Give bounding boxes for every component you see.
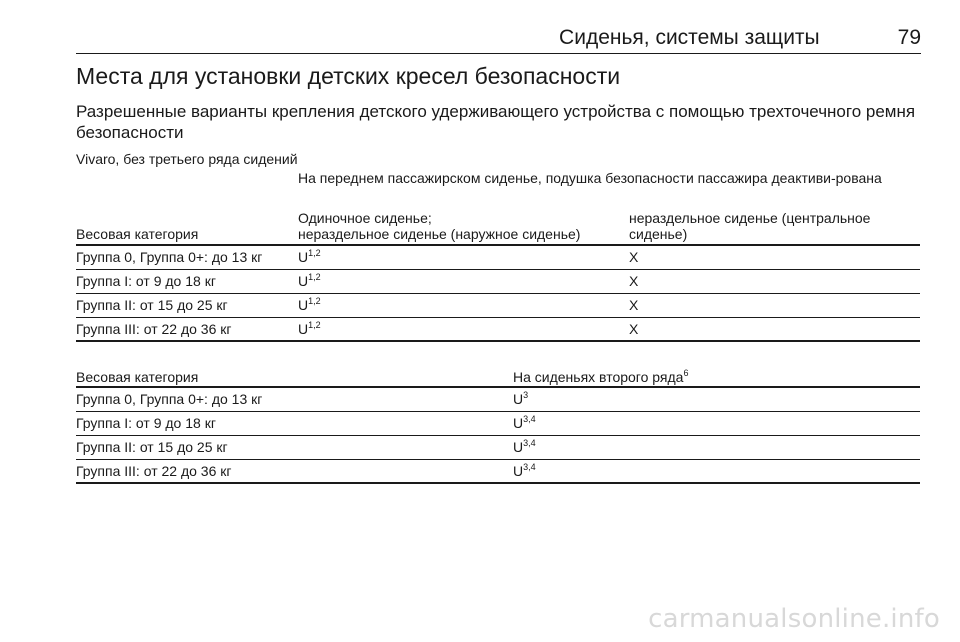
front-seat-table	[76, 170, 920, 342]
table-row	[76, 269, 920, 293]
center-seat-value: X	[629, 320, 639, 337]
table-header-row	[76, 170, 920, 210]
weight-category-cell: Группа 0, Группа 0+: до 13 кг	[76, 391, 263, 407]
single-seat-header-line1: Одиночное сиденье;	[298, 210, 432, 226]
center-seat-value: X	[629, 249, 639, 265]
second-row-header: На сиденьях второго ряда$^6$	[513, 368, 689, 385]
center-seat-header: нераздельное сиденье (центральное сиденье)	[629, 210, 871, 242]
weight-category-cell: Группа 0, Группа 0+: до 13 кг	[76, 249, 263, 265]
table-header-row	[76, 367, 920, 387]
second-row-table	[76, 367, 920, 484]
table-row	[76, 435, 920, 459]
second-row-value: $U^3$	[513, 390, 529, 407]
table-caption: Vivaro, без третьего ряда сидений	[76, 151, 298, 167]
table-row	[76, 387, 920, 411]
section-title: Сиденья, системы защиты	[559, 26, 820, 49]
weight-category-cell: Группа III: от 22 до 36 кг	[76, 320, 232, 337]
outer-seat-value: U$^{1,2}$	[298, 271, 321, 289]
outer-seat-value: U$^{1,2}$	[298, 248, 321, 265]
weight-category-header: Весовая категория	[76, 369, 199, 385]
page-number: 79	[897, 26, 921, 49]
single-seat-header-line2: нераздельное сиденье (наружное сиденье)	[298, 226, 581, 242]
outer-seat-value: U$^{1,2}$	[298, 319, 321, 337]
table-row	[76, 411, 920, 435]
second-row-value: U$^{3,4}$	[513, 461, 536, 479]
center-seat-value: X	[629, 296, 639, 313]
single-seat-header	[298, 210, 629, 245]
page-title: Места для установки детских кресел безопасности	[76, 63, 621, 89]
watermark: carmanualsonline.info	[648, 604, 940, 634]
table-row	[76, 245, 920, 269]
page-subtitle: Разрешенные варианты крепления детского удерживающего устройства с помощью трехточечного ремня безопасности	[76, 102, 916, 142]
front-seat-header: На переднем пассажирском сиденье, подушка безопасности пассажира деактиви-рована	[298, 170, 882, 186]
table-header-row	[76, 210, 920, 245]
header-empty-cell	[76, 170, 298, 210]
weight-category-cell: Группа II: от 15 до 25 кг	[76, 438, 228, 455]
second-row-value: U$^{3,4}$	[513, 437, 536, 455]
center-seat-value: X	[629, 272, 639, 289]
table-row	[76, 459, 920, 483]
weight-category-cell: Группа I: от 9 до 18 кг	[76, 414, 216, 431]
second-row-value: U$^{3,4}$	[513, 413, 536, 431]
weight-category-cell: Группа II: от 15 до 25 кг	[76, 296, 228, 313]
weight-category-header: Весовая категория	[76, 226, 199, 242]
weight-category-cell: Группа III: от 22 до 36 кг	[76, 462, 232, 479]
outer-seat-value: U$^{1,2}$	[298, 295, 321, 313]
table-row	[76, 317, 920, 341]
table-row	[76, 293, 920, 317]
weight-category-cell: Группа I: от 9 до 18 кг	[76, 272, 216, 289]
page-header	[76, 26, 921, 54]
